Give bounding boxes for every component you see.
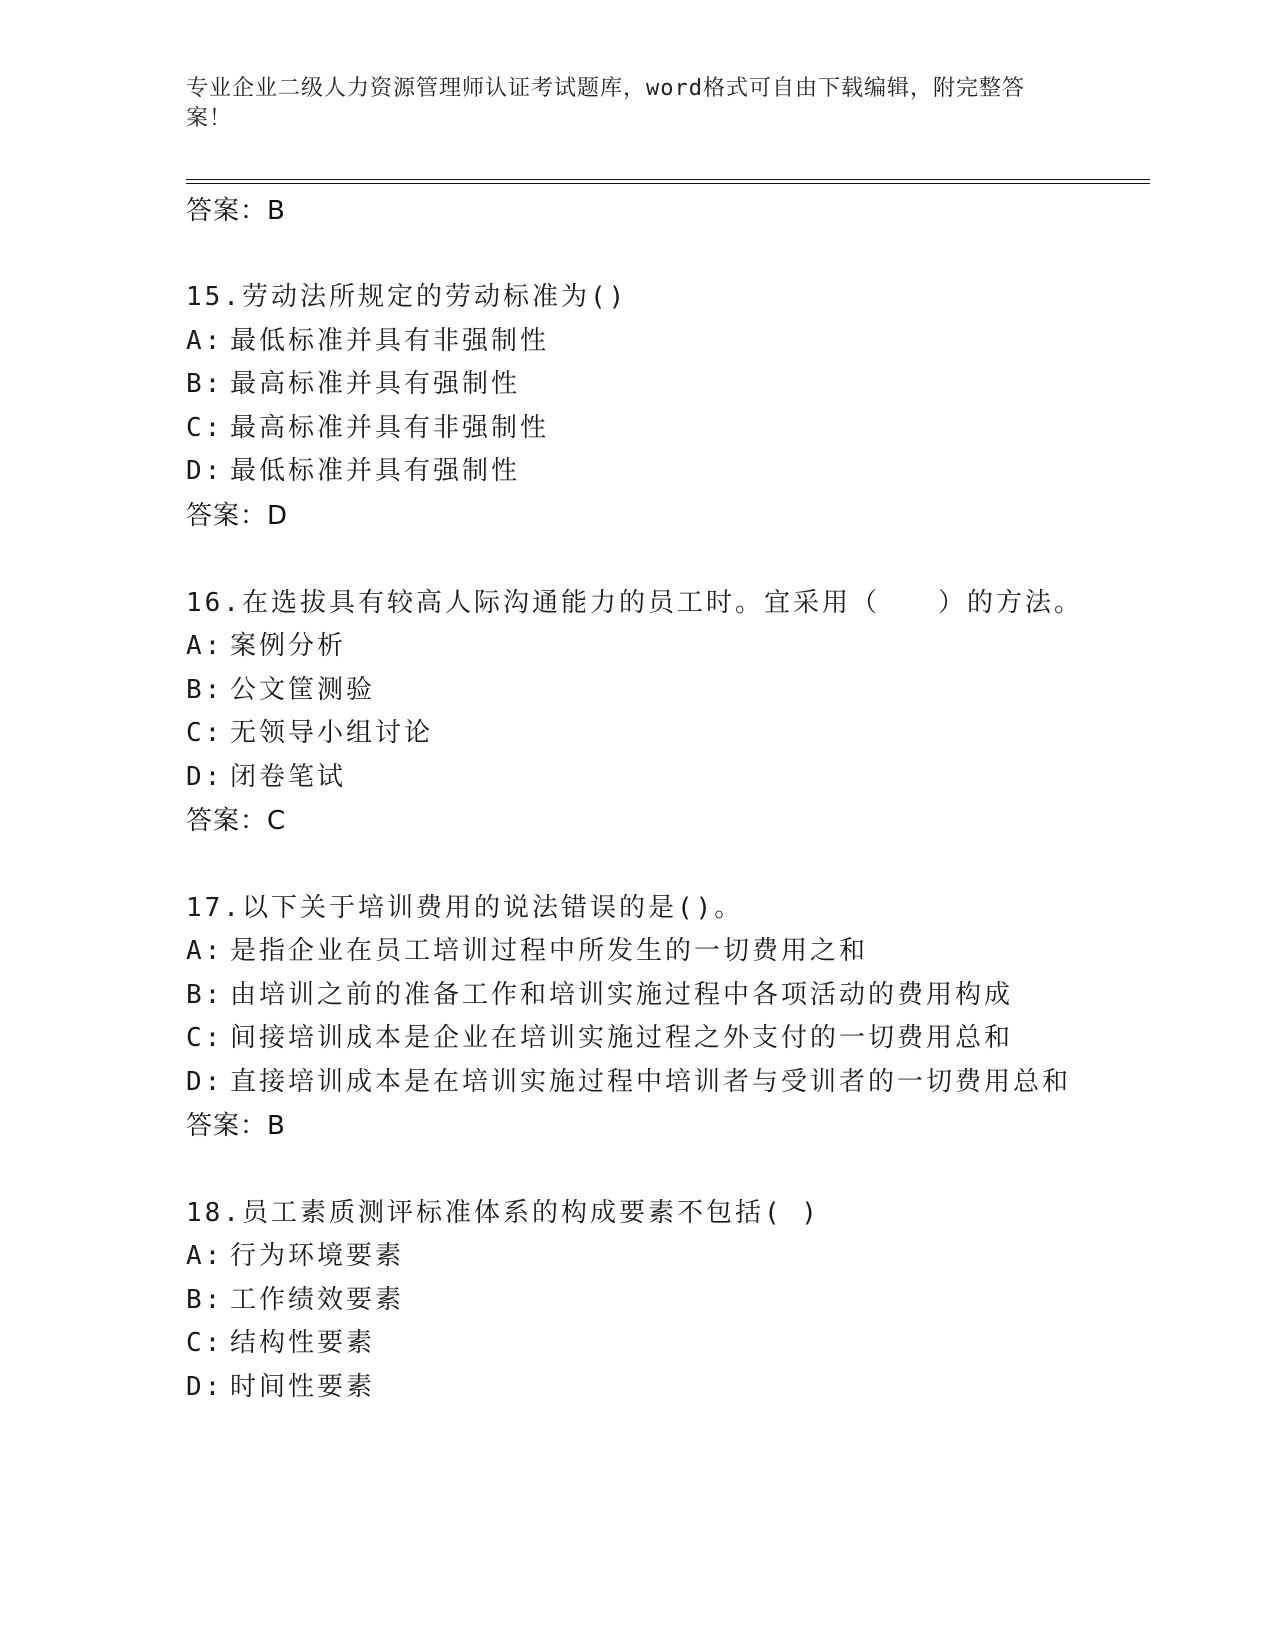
question-17-option-b <box>186 974 1013 1011</box>
option-text: 闭卷笔试 <box>230 762 347 792</box>
option-text: 最低标准并具有强制性 <box>230 456 521 486</box>
option-text: 由培训之前的准备工作和培训实施过程中各项活动的费用构成 <box>230 980 1014 1010</box>
question-16-option-d <box>186 756 346 793</box>
option-key: A: <box>186 631 224 661</box>
option-key: B: <box>186 980 224 1010</box>
option-text: 最低标准并具有非强制性 <box>230 326 550 356</box>
option-key: C: <box>186 1023 224 1053</box>
option-key: A: <box>186 1241 224 1271</box>
option-key: C: <box>186 413 224 443</box>
option-key: B: <box>186 675 224 705</box>
option-text: 时间性要素 <box>230 1372 376 1402</box>
question-17-title: 17.以下关于培训费用的说法错误的是()。 <box>186 893 744 923</box>
option-key: C: <box>186 1328 224 1358</box>
question-18-option-a <box>186 1235 404 1272</box>
question-15-option-b <box>186 363 520 400</box>
option-text: 结构性要素 <box>230 1328 376 1358</box>
option-text: 是指企业在员工培训过程中所发生的一切费用之和 <box>230 936 869 966</box>
option-text: 工作绩效要素 <box>230 1285 405 1315</box>
option-key: D: <box>186 1067 224 1097</box>
question-16-option-c <box>186 712 433 749</box>
question-16-title: 16.在选拔具有较高人际沟通能力的员工时。宜采用（ ）的方法。 <box>186 588 1083 618</box>
option-text: 最高标准并具有强制性 <box>230 369 521 399</box>
option-text: 最高标准并具有非强制性 <box>230 413 550 443</box>
question-18-option-d <box>186 1366 375 1403</box>
option-key: A: <box>186 936 224 966</box>
header-divider-bottom <box>186 183 1150 184</box>
option-text: 间接培训成本是企业在培训实施过程之外支付的一切费用总和 <box>230 1023 1014 1053</box>
question-18-title: 18.员工素质测评标准体系的构成要素不包括( ) <box>186 1198 820 1228</box>
option-text: 案例分析 <box>230 631 347 661</box>
question-16-answer: 答案：C <box>186 806 287 836</box>
question-17-option-c <box>186 1017 1013 1054</box>
option-key: B: <box>186 1285 224 1315</box>
document-header: 专业企业二级人力资源管理师认证考试题库，word格式可自由下载编辑，附完整答案！ <box>186 76 1025 131</box>
option-text: 行为环境要素 <box>230 1241 405 1271</box>
question-18-option-c <box>186 1322 375 1359</box>
option-key: D: <box>186 1372 224 1402</box>
option-text: 直接培训成本是在培训实施过程中培训者与受训者的一切费用总和 <box>230 1067 1072 1097</box>
answer-previous: 答案：B <box>186 196 286 226</box>
question-16-option-b <box>186 669 375 706</box>
question-17-answer: 答案：B <box>186 1111 286 1141</box>
option-text: 公文筐测验 <box>230 675 376 705</box>
option-text: 无领导小组讨论 <box>230 718 434 748</box>
option-key: A: <box>186 326 224 356</box>
option-key: B: <box>186 369 224 399</box>
option-key: D: <box>186 456 224 486</box>
question-18-option-b <box>186 1279 404 1316</box>
question-17-option-a <box>186 930 868 967</box>
question-17-option-d <box>186 1061 1071 1098</box>
question-16-option-a <box>186 625 346 662</box>
header-divider-top <box>186 179 1150 180</box>
question-15-title: 15.劳动法所规定的劳动标准为() <box>186 282 628 312</box>
option-key: D: <box>186 762 224 792</box>
question-15-option-a <box>186 320 549 357</box>
question-15-answer: 答案：D <box>186 501 289 531</box>
question-15-option-d <box>186 450 520 487</box>
option-key: C: <box>186 718 224 748</box>
question-15-option-c <box>186 407 549 444</box>
